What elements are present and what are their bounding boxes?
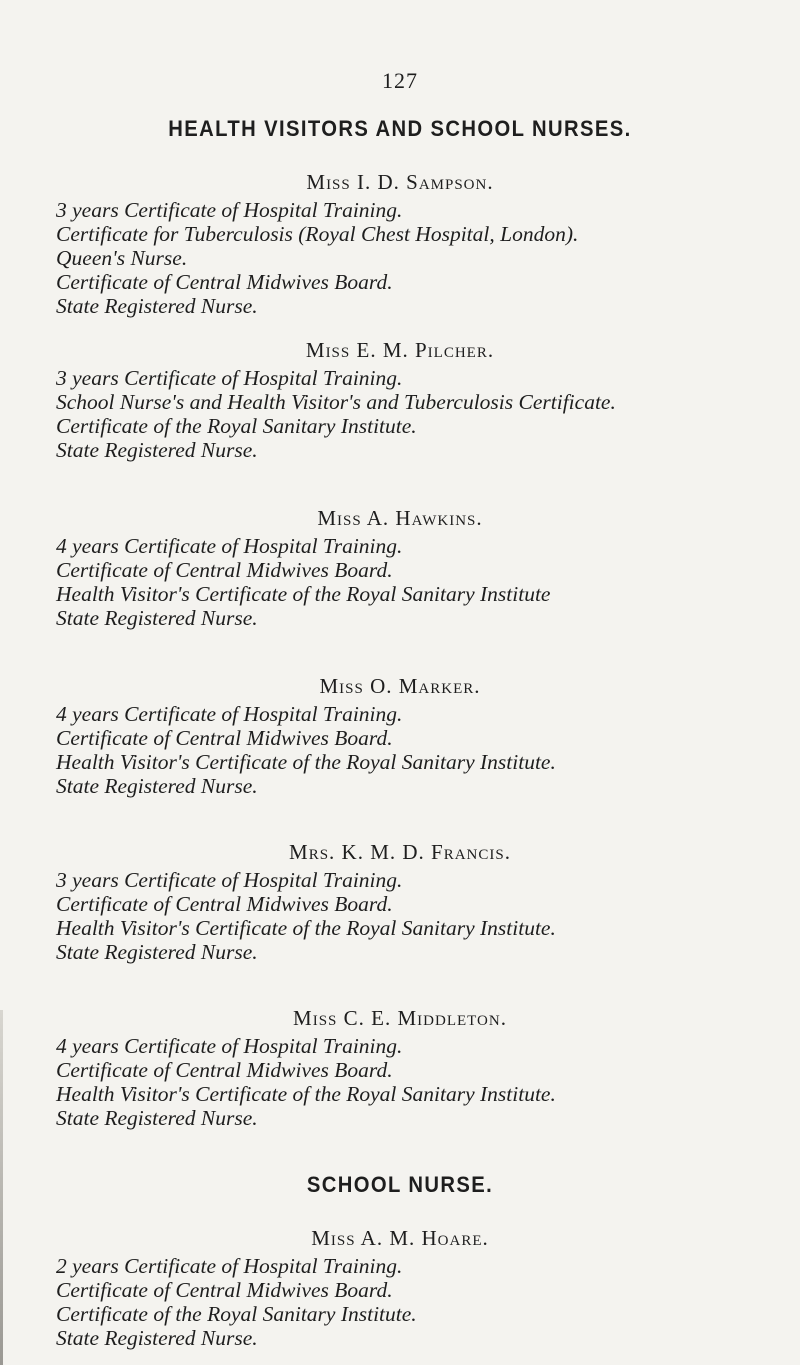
qualification-line: State Registered Nurse. <box>56 606 258 630</box>
qualification-line: Certificate of the Royal Sanitary Institute. <box>56 414 417 438</box>
staff-name: Miss O. Marker. <box>319 674 481 698</box>
qualification-line: Health Visitor's Certificate of the Royal Sanitary Institute. <box>56 750 556 774</box>
qualification-list <box>56 702 796 798</box>
qualification-line: 4 years Certificate of Hospital Training. <box>56 702 403 726</box>
staff-name: Miss E. M. Pilcher. <box>305 338 495 362</box>
qualification-list <box>56 1034 796 1130</box>
qualification-line: Certificate of the Royal Sanitary Institute. <box>56 1302 417 1326</box>
page-number: 127 <box>382 68 418 93</box>
staff-name: Miss A. M. Hoare. <box>311 1226 489 1250</box>
qualification-list <box>56 198 796 318</box>
qualification-line: State Registered Nurse. <box>56 438 258 462</box>
qualification-line: 4 years Certificate of Hospital Training. <box>56 534 403 558</box>
qualification-list <box>56 366 796 462</box>
qualification-line: School Nurse's and Health Visitor's and Tuberculosis Certificate. <box>56 390 616 414</box>
section-heading: HEALTH VISITORS AND SCHOOL NURSES. <box>168 116 632 141</box>
staff-name: Mrs. K. M. D. Francis. <box>289 840 511 864</box>
qualification-line: 4 years Certificate of Hospital Training. <box>56 1034 403 1058</box>
qualification-line: 3 years Certificate of Hospital Training. <box>56 198 403 222</box>
qualification-line: Health Visitor's Certificate of the Royal Sanitary Institute. <box>56 1082 556 1106</box>
qualification-line: 3 years Certificate of Hospital Training. <box>56 868 403 892</box>
qualification-line: State Registered Nurse. <box>56 1106 258 1130</box>
school-nurse-heading: SCHOOL NURSE. <box>306 1172 494 1197</box>
qualification-line: Certificate for Tuberculosis (Royal Chest Hospital, London). <box>56 222 579 246</box>
qualification-line: Certificate of Central Midwives Board. <box>56 726 393 750</box>
qualification-line: Certificate of Central Midwives Board. <box>56 270 393 294</box>
qualification-list <box>56 868 796 964</box>
qualification-line: State Registered Nurse. <box>56 774 258 798</box>
qualification-line: State Registered Nurse. <box>56 1326 258 1350</box>
qualification-line: State Registered Nurse. <box>56 294 258 318</box>
qualification-line: Certificate of Central Midwives Board. <box>56 892 393 916</box>
qualification-line: Queen's Nurse. <box>56 246 188 270</box>
qualification-list <box>56 534 796 630</box>
qualification-line: 2 years Certificate of Hospital Training. <box>56 1254 403 1278</box>
qualification-line: Health Visitor's Certificate of the Royal Sanitary Institute. <box>56 916 556 940</box>
qualification-line: Certificate of Central Midwives Board. <box>56 558 393 582</box>
staff-name: Miss C. E. Middleton. <box>293 1006 507 1030</box>
qualification-line: 3 years Certificate of Hospital Training. <box>56 366 403 390</box>
qualification-list <box>56 1254 796 1350</box>
qualification-line: Certificate of Central Midwives Board. <box>56 1278 393 1302</box>
qualification-line: Certificate of Central Midwives Board. <box>56 1058 393 1082</box>
page-edge-shadow <box>0 1010 3 1365</box>
staff-name: Miss A. Hawkins. <box>317 506 483 530</box>
qualification-line: State Registered Nurse. <box>56 940 258 964</box>
qualification-line: Health Visitor's Certificate of the Royal Sanitary Institute <box>56 582 551 606</box>
staff-name: Miss I. D. Sampson. <box>306 170 494 194</box>
